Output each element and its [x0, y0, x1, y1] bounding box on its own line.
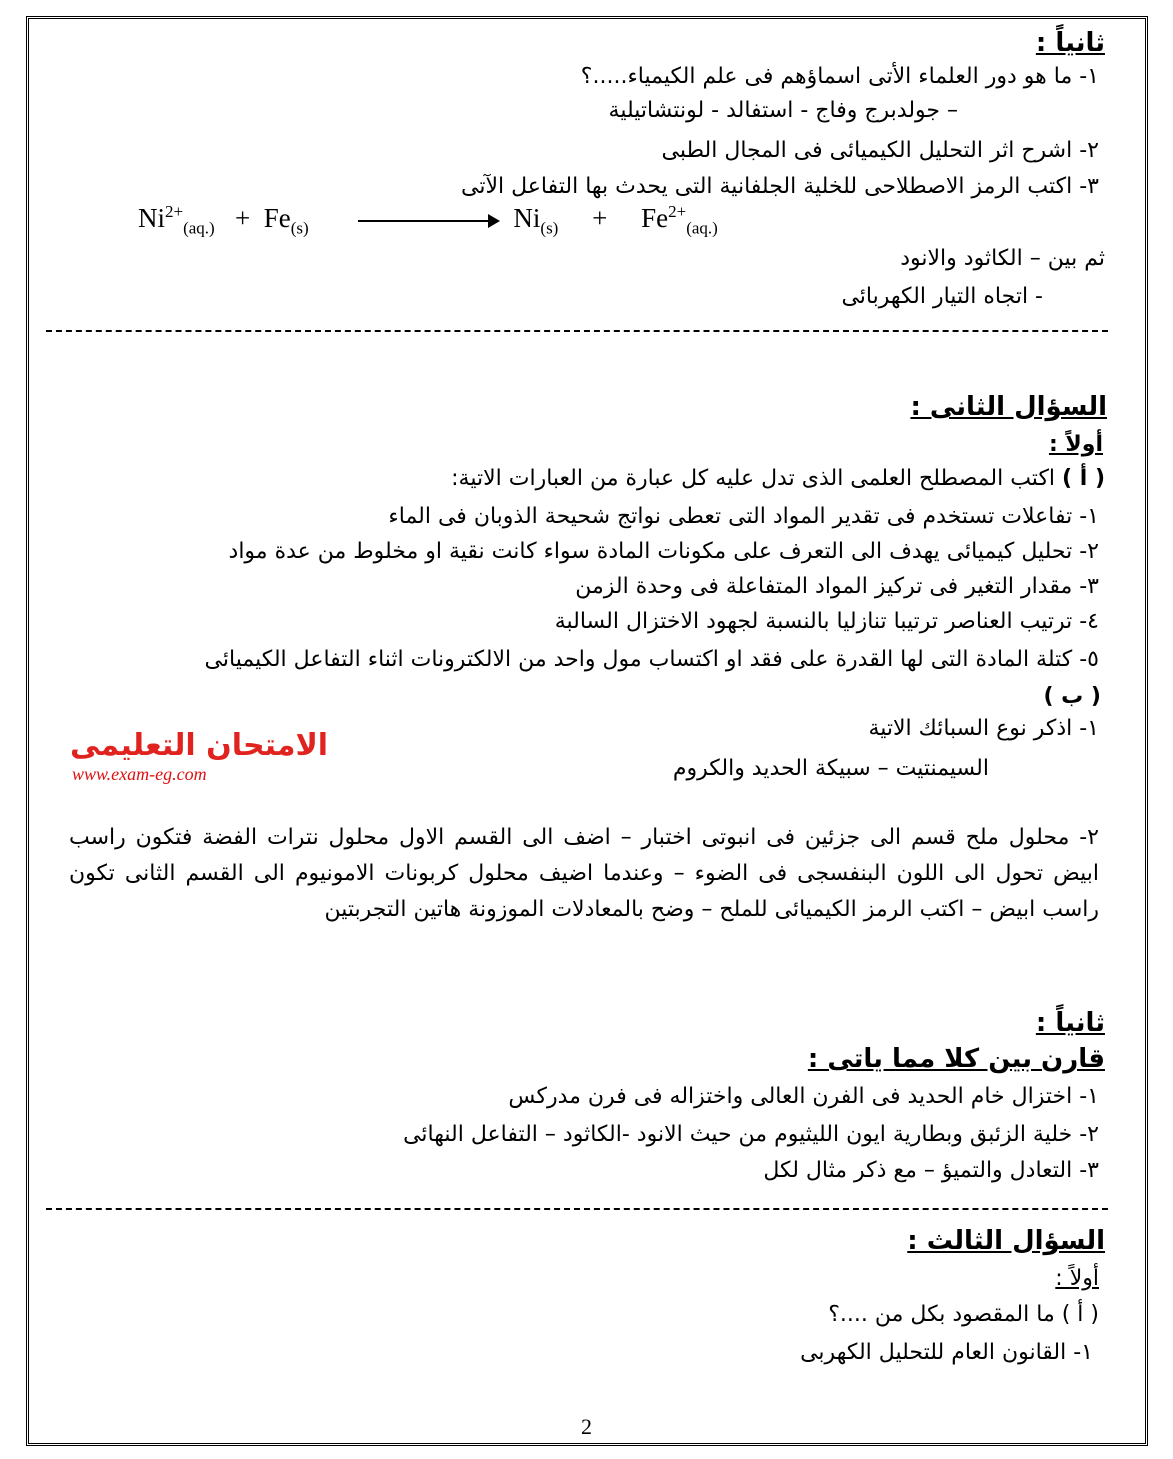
reactant-fe: $Fe_{(s)}$: [263, 203, 309, 238]
question3-first: أولاً :: [1055, 1266, 1099, 1291]
question2-first: أولاً :: [1048, 432, 1103, 457]
current-line: - اتجاه التيار الكهربائى: [841, 284, 1043, 309]
scientists-line: – جولدبرج وفاج - استفالد - لونتشاتيلية: [608, 98, 958, 123]
q2-item-4: ٤- ترتيب العناصر ترتيبا تنازليا بالنسبة لجهود الاختزال السالبة: [554, 609, 1099, 634]
q2-b1: ١- اذكر نوع السبائك الاتية: [868, 716, 1099, 741]
site-logo: [70, 728, 370, 788]
q2-item-1: ١- تفاعلات تستخدم فى تقدير المواد التى تعطى نواتج شحيحة الذوبان فى الماء: [388, 504, 1099, 529]
q2-line: ٢- اشرح اثر التحليل الكيميائى فى المجال الطبى: [661, 138, 1099, 163]
heading-second: ثانياً :: [1035, 28, 1105, 58]
q2-b1-alloys: السيمنتيت – سبيكة الحديد والكروم: [672, 756, 989, 781]
then-line: ثم بين – الكاثود والانود: [900, 246, 1105, 271]
plus-sign-2: +: [592, 203, 608, 233]
q2-second: ثانياً :: [1035, 1008, 1105, 1038]
q3-a-line: ( أ ) ما المقصود بكل من ....؟: [828, 1302, 1099, 1327]
q3-line: ٣- اكتب الرمز الاصطلاحى للخلية الجلفانية التى يحدث بها التفاعل الآتى: [461, 174, 1099, 199]
compare-item-1: ١- اختزال خام الحديد فى الفرن العالى واختزاله فى فرن مدركس: [508, 1084, 1099, 1109]
plus-sign: +: [234, 203, 251, 233]
page-number: 2: [581, 1414, 592, 1439]
compare-item-3: ٣- التعادل والتميؤ – مع ذكر مثال لكل: [763, 1158, 1099, 1183]
compare-item-2: ٢- خلية الزئبق وبطارية ايون الليثيوم من حيث الانود -الكاثود – التفاعل النهائى: [403, 1122, 1099, 1147]
divider-2: [46, 1208, 1108, 1210]
q2-item-5: ٥- كتلة المادة التى لها القدرة على فقد او اكتساب مول واحد من الالكترونات اثناء التفاعل الكيميائى: [204, 647, 1099, 672]
q2-b2-paragraph: ٢- محلول ملح قسم الى جزئين فى انبوتى اختبار – اضف الى القسم الاول محلول نترات الفضة فتكون راسب ابيض تحول الى اللون البنفسجى فى الضوء – وعندما اضيف محلول كربونات الامونيوم الى القسم الثانى تكون راسب ابيض – اكتب الرمز الكيميائى للملح – وضح بالمعادلات الموزونة هاتين التجربتين: [69, 825, 1099, 922]
q1-line: ١- ما هو دور العلماء الأتى اسماؤهم فى علم الكيمياء.....؟: [580, 64, 1099, 89]
q2-compare: قارن بين كلا مما ياتى :: [807, 1044, 1105, 1074]
question2-title: السؤال الثانى :: [910, 392, 1107, 422]
product-fe: $Fe^{2+}_{(aq.)}$: [641, 202, 718, 238]
chemical-equation: [138, 202, 718, 238]
logo-arabic-text: الامتحان التعليمى: [70, 728, 329, 763]
q3-item-1: ١- القانون العام للتحليل الكهربى: [800, 1340, 1093, 1365]
q2-a-line: [451, 464, 1105, 494]
logo-url-text: www.exam-eg.com: [72, 764, 207, 784]
divider: [46, 330, 1108, 332]
q2-item-2: ٢- تحليل كيميائى يهدف الى التعرف على مكونات المادة سواء كانت نقية او مخلوط من عدة مواد: [228, 539, 1099, 564]
product-ni: $Ni_{(s)}$: [513, 203, 559, 238]
q2-b-label: ( ب ): [1043, 684, 1101, 709]
reactant-ni: $Ni^{2+}_{(aq.)}$: [138, 202, 215, 238]
question3-title: السؤال الثالث :: [907, 1226, 1105, 1256]
q2-a-label: ( أ ): [1062, 466, 1105, 491]
q2-a-text: اكتب المصطلح العلمى الذى تدل عليه كل عبارة من العبارات الاتية:: [451, 466, 1056, 491]
reaction-arrow-icon: [358, 220, 498, 222]
q2-item-3: ٣- مقدار التغير فى تركيز المواد المتفاعلة فى وحدة الزمن: [575, 574, 1099, 599]
